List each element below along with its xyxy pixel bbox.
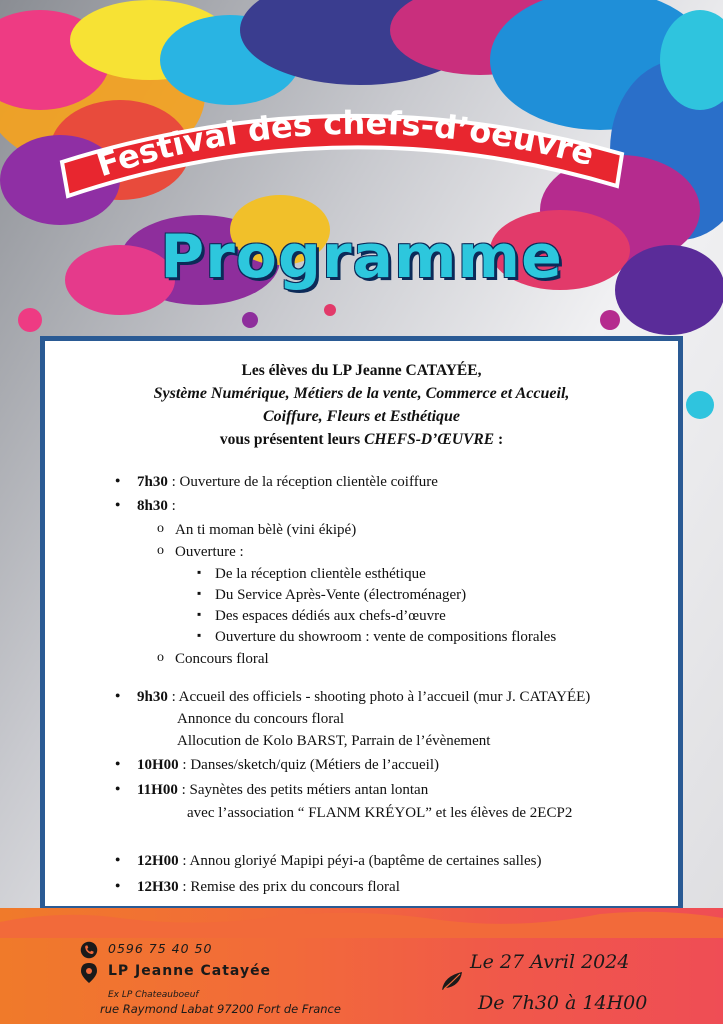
program-list (45, 341, 678, 906)
program-item-12h00: ● 12H00 : Annou gloriyé Mapipi péyi-a (baptême de certaines salles) (137, 853, 541, 870)
event-date: Le 27 Avril 2024 (470, 951, 630, 973)
program-item-10h00: ● 10H00 : Danses/sketch/quiz (Métiers de l’accueil) (137, 757, 439, 774)
program-item-12h30: ● 12H30 : Remise des prix du concours floral (137, 879, 400, 896)
sub-item: o Ouverture : (175, 544, 244, 561)
sub-sub-item: ▪ Ouverture du showroom : vente de compositions florales (215, 629, 556, 646)
address-line-1: Ex LP Chateauboeuf (108, 990, 199, 1000)
program-item-9h30-line2: Annonce du concours floral (177, 711, 345, 727)
location-pin-icon (81, 963, 97, 983)
intro-line-2: Système Numérique, Métiers de la vente, Commerce et Accueil, (153, 385, 570, 402)
sub-item: o An ti moman bèlè (vini ékipé) (175, 522, 356, 539)
intro-line-1: Les élèves du LP Jeanne CATAYÉE, (241, 362, 482, 379)
phone-number: 0596 75 40 50 (108, 941, 213, 956)
leaf-icon (440, 970, 466, 992)
title-banner (52, 84, 632, 202)
festival-title: Festival des chefs-d’oeuvre (92, 103, 599, 185)
program-item-8h30: ● 8h30 : (137, 498, 176, 515)
event-hours: De 7h30 à 14H00 (478, 992, 648, 1014)
address-line-2: rue Raymond Labat 97200 Fort de France (100, 1002, 341, 1016)
sub-item: o Concours floral (175, 651, 269, 668)
program-item-11h00: ● 11H00 : Saynètes des petits métiers antan lontan (137, 782, 428, 799)
intro-line-4: vous présentent leurs CHEFS-D’ŒUVRE : (219, 431, 504, 448)
sub-sub-item: ▪ Du Service Après-Vente (électroménager) (215, 587, 466, 604)
program-item-9h30: ● 9h30 : Accueil des officiels - shooting photo à l’accueil (mur J. CATAYÉE) (137, 689, 590, 706)
sub-sub-item: ▪ De la réception clientèle esthétique (215, 566, 426, 583)
programme-heading: Programme (160, 222, 563, 292)
program-item-11h00-line2: avec l’association “ FLANM KRÉYOL” et les élèves de 2ECP2 (187, 805, 573, 821)
program-card (40, 336, 683, 911)
program-item-9h30-line3: Allocution de Kolo BARST, Parrain de l’évènement (177, 733, 491, 749)
sub-sub-item: ▪ Des espaces dédiés aux chefs-d’œuvre (215, 608, 446, 625)
intro-line-3: Coiffure, Fleurs et Esthétique (262, 408, 461, 425)
footer-wave (0, 908, 723, 938)
program-item-7h30: ● 7h30 : Ouverture de la réception clientèle coiffure (137, 474, 438, 491)
school-name: LP Jeanne Catayée (108, 963, 272, 979)
phone-icon (80, 941, 98, 959)
